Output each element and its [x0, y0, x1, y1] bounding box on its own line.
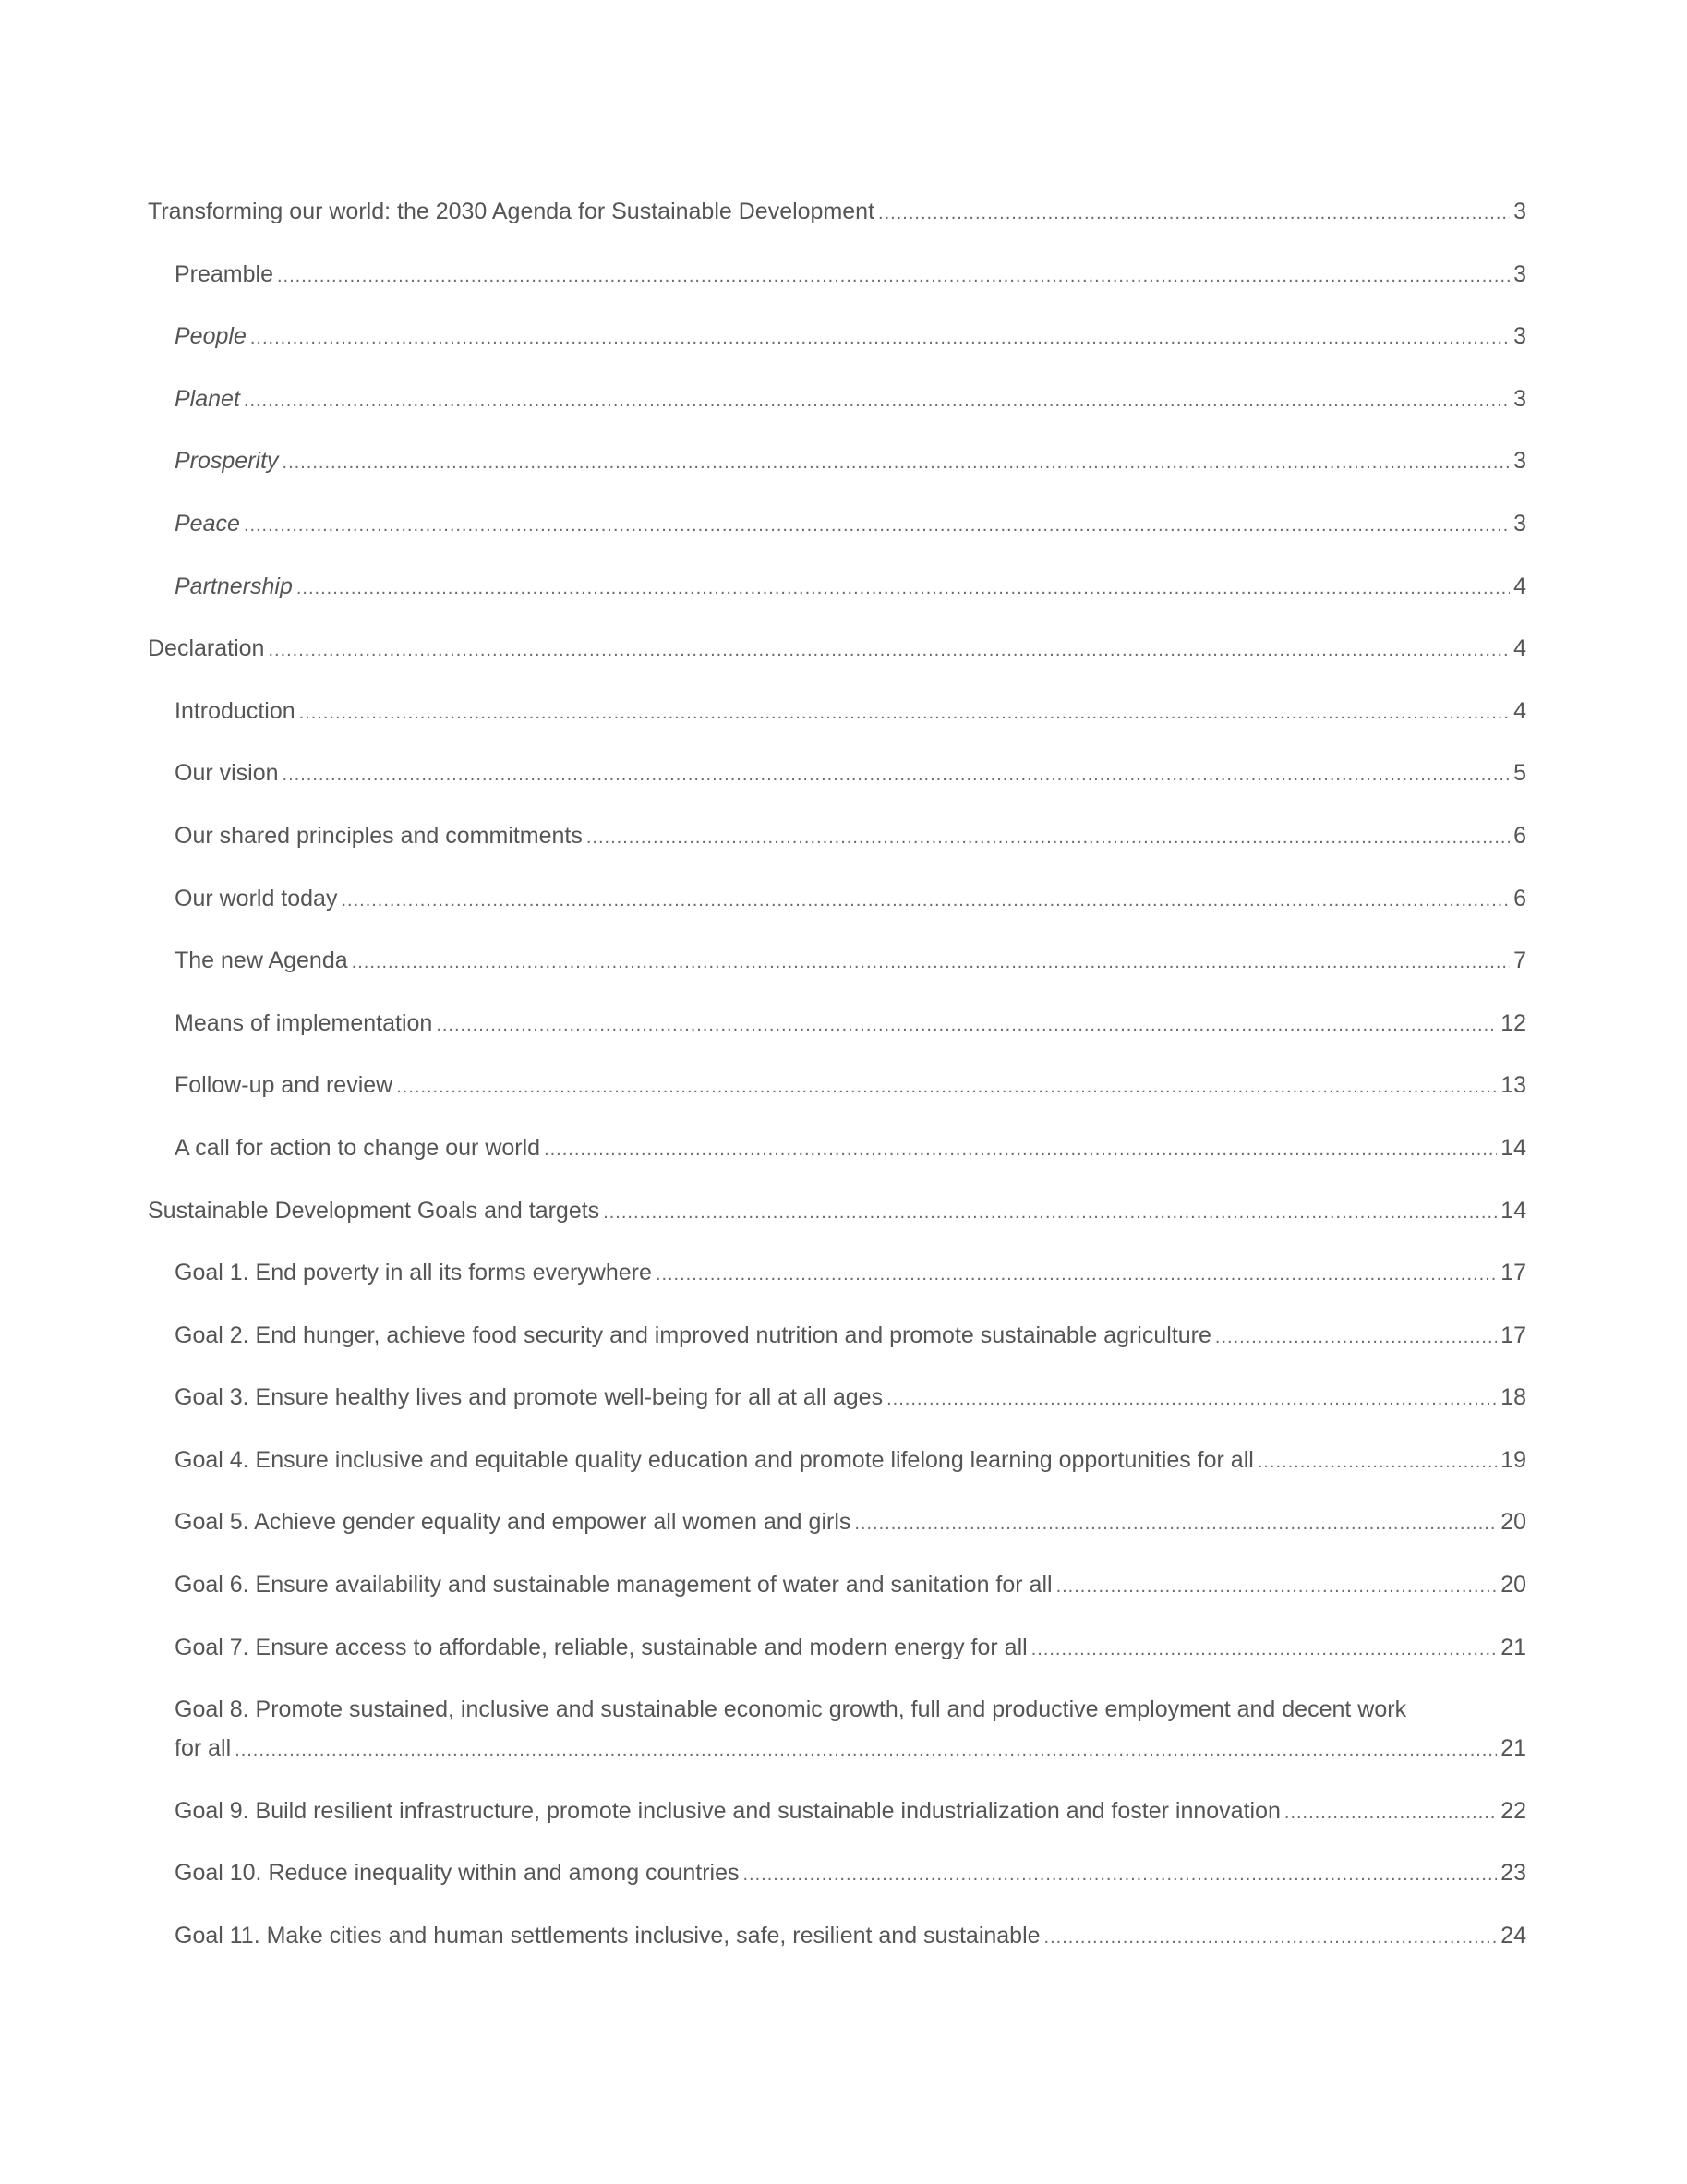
dot-leader: [341, 885, 1510, 916]
toc-page-number: 3: [1513, 510, 1526, 537]
toc-page-number: 19: [1500, 1446, 1526, 1473]
toc-entry-label: Goal 10. Reduce inequality within and among countries: [175, 1857, 743, 1888]
toc-entry-label: Preamble: [175, 259, 277, 290]
toc-page-number: 12: [1500, 1009, 1526, 1036]
toc-page-number: 7: [1513, 947, 1526, 974]
toc-entry-label: Goal 5. Achieve gender equality and empower all women and girls: [175, 1506, 854, 1538]
toc-entry-label: Sustainable Development Goals and targets: [148, 1195, 603, 1226]
toc-page-number: 17: [1500, 1321, 1526, 1348]
toc-page-number: 6: [1513, 885, 1526, 911]
toc-page-number: 3: [1513, 323, 1526, 350]
toc-entry[interactable]: [148, 445, 1526, 477]
dot-leader: [1258, 1446, 1497, 1478]
toc-entry[interactable]: [148, 1632, 1526, 1663]
toc-page-number: 6: [1513, 822, 1526, 849]
toc-entry[interactable]: [148, 259, 1526, 290]
dot-leader: [235, 1734, 1497, 1766]
table-of-contents: [148, 196, 1526, 1983]
dot-leader: [878, 198, 1510, 229]
toc-entry[interactable]: [148, 1069, 1526, 1101]
dot-leader: [396, 1071, 1497, 1103]
toc-entry[interactable]: [148, 945, 1526, 976]
toc-page-number: 4: [1513, 697, 1526, 724]
toc-entry-label: Our vision: [175, 757, 283, 789]
toc-entry[interactable]: [148, 571, 1526, 602]
toc-entry-continuation: [175, 1732, 1526, 1764]
toc-page-number: 3: [1513, 260, 1526, 287]
toc-entry[interactable]: [148, 633, 1526, 664]
toc-entry-label: People: [175, 320, 250, 352]
toc-entry-label: Goal 3. Ensure healthy lives and promote well-being for all at all ages: [175, 1382, 886, 1413]
toc-page-number: 3: [1513, 385, 1526, 412]
toc-entry[interactable]: [148, 1857, 1526, 1888]
toc-entry-label: Our world today: [175, 883, 341, 914]
toc-entry[interactable]: [148, 1506, 1526, 1538]
toc-page-number: 4: [1513, 573, 1526, 599]
toc-page-number: 20: [1500, 1572, 1526, 1599]
toc-entry[interactable]: [148, 1257, 1526, 1288]
dot-leader: [1056, 1571, 1498, 1602]
dot-leader: [1215, 1321, 1497, 1353]
dot-leader: [1284, 1797, 1497, 1828]
toc-entry[interactable]: [148, 1795, 1526, 1827]
toc-entry[interactable]: [148, 1195, 1526, 1226]
toc-entry-label: Peace: [175, 508, 244, 539]
toc-entry[interactable]: [148, 383, 1526, 415]
toc-entry[interactable]: [148, 1132, 1526, 1164]
toc-page-number: 21: [1500, 1735, 1526, 1762]
toc-entry-label-continued: for all: [175, 1732, 235, 1764]
toc-entry-label: The new Agenda: [175, 945, 352, 976]
toc-entry[interactable]: [148, 1008, 1526, 1039]
toc-entry-label: Goal 8. Promote sustained, inclusive and sustainable economic growth, full and productive employment and decent work: [175, 1696, 1407, 1723]
toc-entry[interactable]: [148, 695, 1526, 727]
toc-entry-label: Goal 11. Make cities and human settlements inclusive, safe, resilient and sustainable: [175, 1920, 1044, 1951]
dot-leader: [743, 1859, 1498, 1890]
dot-leader: [854, 1508, 1497, 1539]
dot-leader: [244, 385, 1510, 416]
dot-leader: [1044, 1922, 1498, 1953]
toc-entry-label: Goal 1. End poverty in all its forms everywhere: [175, 1257, 656, 1288]
dot-leader: [283, 447, 1511, 478]
toc-page-number: 13: [1500, 1072, 1526, 1099]
toc-entry-label: Follow-up and review: [175, 1069, 396, 1101]
toc-page-number: 23: [1500, 1860, 1526, 1887]
toc-page-number: 20: [1500, 1509, 1526, 1536]
toc-entry-label: Our shared principles and commitments: [175, 820, 586, 851]
dot-leader: [299, 697, 1510, 729]
toc-page-number: 22: [1500, 1797, 1526, 1824]
dot-leader: [283, 759, 1511, 790]
toc-entry[interactable]: [148, 508, 1526, 539]
toc-entry[interactable]: [148, 883, 1526, 914]
toc-entry-label: Means of implementation: [175, 1008, 436, 1039]
toc-page-number: 17: [1500, 1260, 1526, 1286]
dot-leader: [656, 1259, 1497, 1290]
toc-page-number: 14: [1500, 1197, 1526, 1224]
dot-leader: [277, 260, 1510, 292]
toc-page-number: 18: [1500, 1384, 1526, 1411]
toc-entry-label: Introduction: [175, 695, 299, 727]
toc-entry-label: Goal 4. Ensure inclusive and equitable quality education and promote lifelong learning opportunities for all: [175, 1444, 1258, 1476]
dot-leader: [436, 1009, 1497, 1041]
toc-entry[interactable]: [148, 757, 1526, 789]
dot-leader: [244, 510, 1510, 541]
toc-entry[interactable]: [148, 1920, 1526, 1951]
toc-entry[interactable]: [148, 1382, 1526, 1413]
toc-entry-label: A call for action to change our world: [175, 1132, 544, 1164]
dot-leader: [352, 947, 1510, 978]
toc-entry-label: Declaration: [148, 633, 268, 664]
toc-entry[interactable]: [148, 1569, 1526, 1600]
toc-page-number: 14: [1500, 1134, 1526, 1161]
dot-leader: [1031, 1634, 1497, 1665]
toc-page-number: 3: [1513, 199, 1526, 224]
toc-entry-label: Goal 9. Build resilient infrastructure, promote inclusive and sustainable industrialization and foster innovation: [175, 1795, 1284, 1827]
toc-entry[interactable]: [148, 1694, 1526, 1764]
dot-leader: [586, 822, 1510, 853]
toc-entry[interactable]: [148, 196, 1526, 227]
toc-page-number: 21: [1500, 1634, 1526, 1660]
toc-entry-label: Planet: [175, 383, 244, 415]
toc-page-number: 5: [1513, 760, 1526, 787]
toc-entry-label: Goal 2. End hunger, achieve food security and improved nutrition and promote sustainable agriculture: [175, 1320, 1215, 1351]
toc-entry-label: Transforming our world: the 2030 Agenda for Sustainable Development: [148, 196, 878, 227]
dot-leader: [250, 322, 1510, 354]
toc-entry-label: Goal 7. Ensure access to affordable, reliable, sustainable and modern energy for all: [175, 1632, 1031, 1663]
toc-entry[interactable]: [148, 1320, 1526, 1351]
toc-entry-label: Partnership: [175, 571, 296, 602]
dot-leader: [296, 573, 1510, 604]
toc-page-number: 3: [1513, 448, 1526, 475]
toc-entry[interactable]: [148, 320, 1526, 352]
dot-leader: [544, 1134, 1497, 1165]
toc-entry-label: Goal 6. Ensure availability and sustainable management of water and sanitation for all: [175, 1569, 1056, 1600]
dot-leader: [268, 634, 1510, 666]
dot-leader: [603, 1197, 1497, 1228]
dot-leader: [886, 1383, 1497, 1415]
toc-entry-label: Prosperity: [175, 445, 283, 477]
toc-page-number: 4: [1513, 635, 1526, 662]
toc-entry[interactable]: [148, 820, 1526, 851]
toc-entry[interactable]: [148, 1444, 1526, 1476]
toc-page-number: 24: [1500, 1923, 1526, 1949]
